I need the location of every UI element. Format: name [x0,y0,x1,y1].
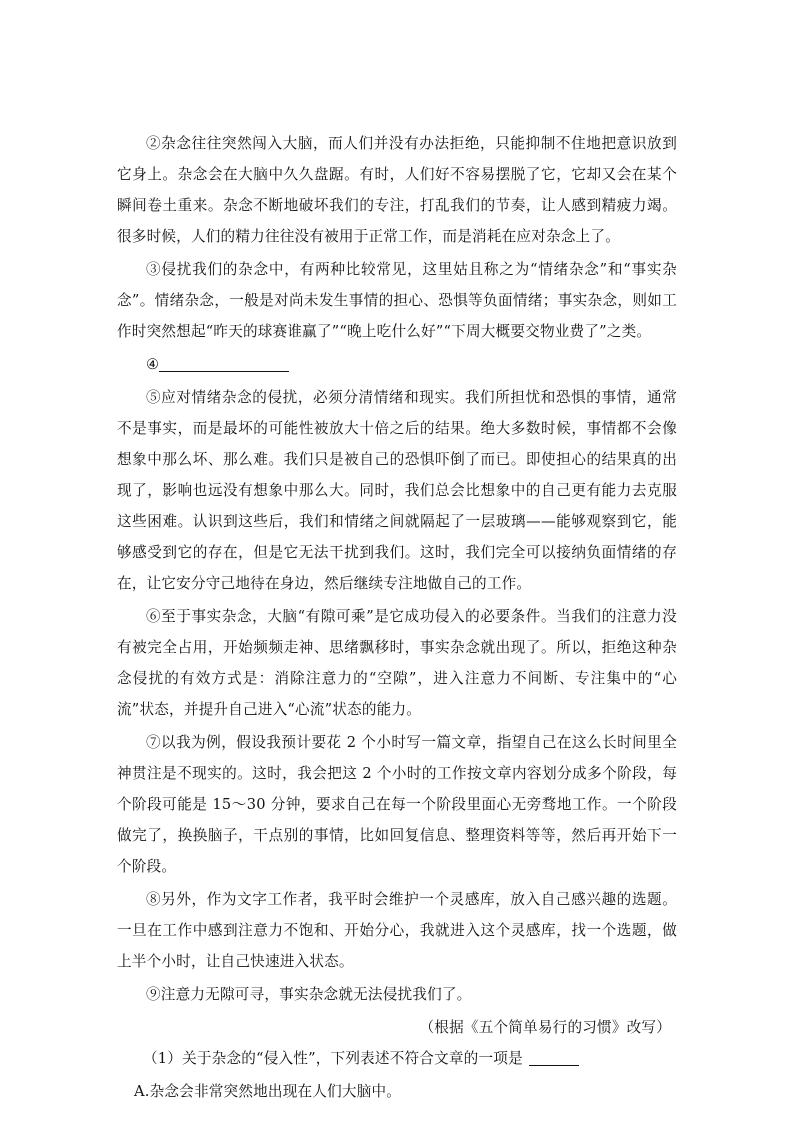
question-1-text: （1）关于杂念的“侵入性”，下列表述不符合文章的一项是 [143,1050,523,1067]
paragraph-3: ③侵扰我们的杂念中，有两种比较常见，这里姑且称之为“情绪杂念”和“事实杂念”。情绪杂念，一般是对尚未发生事情的担心、恐惧等负面情绪；事实杂念，则如工作时突然想起“昨天的球赛谁赢了”“晚上吃什么好”“下周大概要交物业费了”之类。 [117,261,677,340]
paragraph-2: ②杂念往往突然闯入大脑，而人们并没有办法拒绝，只能抑制不住地把意识放到它身上。杂念会在大脑中久久盘踞。有时，人们好不容易摆脱了它，它却又会在某个瞬间卷土重来。杂念不断地破坏我们的专注，打乱我们的节奏，让人感到精疲力竭。很多时候，人们的精力往往没有被用于正常工作，而是消耗在应对杂念上了。 [117,135,677,245]
fill-in-blank-line [159,355,289,372]
answer-blank-line [529,1049,579,1066]
paragraph-7: ⑦以我为例，假设我预计要花 2 个小时写一篇文章，指望自己在这么长时间里全神贯注是不现实的。这时，我会把这 2 个小时的工作按文章内容划分成多个阶段，每个阶段可能是 15～30 分钟，要求自己在每一个阶段里面心无旁骛地工作。一个阶段做完了，换换脑子，干点别的事情，比如回复信息、整理资料等等，然后再开始下一个阶段。 [117,734,677,875]
paragraph-9: ⑨注意力无隙可寻，事实杂念就无法侵扰我们了。 [146,986,472,1003]
paragraph-4 [117,349,677,380]
paragraph-6: ⑥至于事实杂念，大脑“有隙可乘”是它成功侵入的必要条件。当我们的注意力没有被完全占用，开始频频走神、思绪飘移时，事实杂念就出现了。所以，拒绝这种杂念侵扰的有效方式是：消除注意力的“空隙”，进入注意力不间断、专注集中的“心流”状态，并提升自己进入“心流”状态的能力。 [117,608,677,718]
paragraph-5: ⑤应对情绪杂念的侵扰，必须分清情绪和现实。我们所担忧和恐惧的事情，通常不是事实，而是最坏的可能性被放大十倍之后的结果。绝大多数时候，事情都不会像想象中那么坏、那么难。我们只是被自己的恐惧吓倒了而已。即使担心的结果真的出现了，影响也远没有想象中那么大。同时，我们总会比想象中的自己更有能力去克服这些困难。认识到这些后，我们和情绪之间就隔起了一层玻璃——能够观察到它，能够感受到它的存在，但是它无法干扰到我们。这时，我们完全可以接纳负面情绪的存在，让它安分守己地待在身边，然后继续专注地做自己的工作。 [117,389,677,592]
option-a: A.杂念会非常突然地出现在人们大脑中。 [134,1083,402,1100]
paragraph-4-number: ④ [146,356,160,373]
source-citation: （根据《五个简单易行的习惯》改写） [419,1019,671,1036]
question-1 [143,1043,677,1074]
article-body [117,128,677,1107]
paragraph-8: ⑧另外，作为文字工作者，我平时会维护一个灵感库，放入自己感兴趣的选题。一旦在工作中感到注意力不饱和、开始分心，我就进入这个灵感库，找一个选题，做上半个小时，让自己快速进入状态。 [117,891,677,970]
